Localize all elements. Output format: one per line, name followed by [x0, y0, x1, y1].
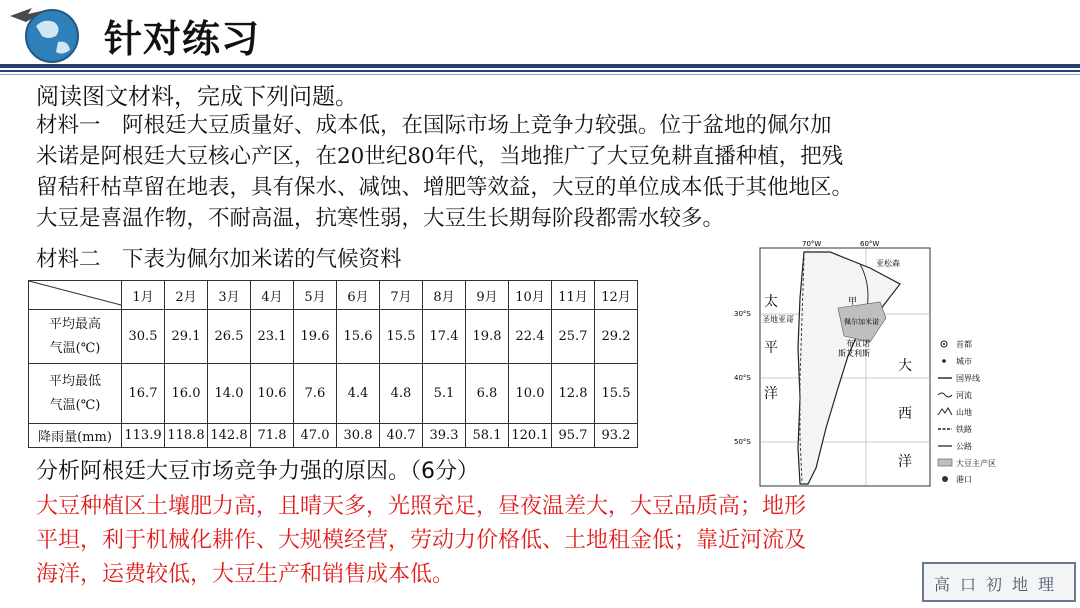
table-cell: 4.4: [337, 364, 380, 424]
table-cell: 6.8: [466, 364, 509, 424]
answer-text: [36, 490, 1016, 592]
table-cell: 120.1: [509, 424, 552, 448]
answer-line: 大豆种植区土壤肥力高，且晴天多，光照充足，昼夜温差大，大豆品质高；地形: [36, 494, 807, 519]
ocean-label: 洋: [764, 386, 778, 402]
climate-table: [28, 280, 638, 448]
material-line: 材料一 阿根廷大豆质量好、成本低，在国际市场上竞争力较强。位于盆地的佩尔加: [36, 113, 832, 138]
lat-label: 40°S: [734, 374, 751, 382]
header-rule: [0, 64, 1080, 68]
table-cell: 19.8: [466, 310, 509, 364]
stamp-text: 高口初地理: [934, 575, 1065, 594]
legend-label: 城市: [956, 357, 972, 366]
table-cell: 10.6: [251, 364, 294, 424]
corner-cell: [29, 281, 122, 310]
table-cell: 71.8: [251, 424, 294, 448]
answer-line: 海洋，运费较低，大豆生产和销售成本低。: [36, 562, 455, 587]
material-line: 留秸秆枯草留在地表，具有保水、减蚀、增肥等效益，大豆的单位成本低于其他地区。: [36, 175, 854, 200]
table-cell: 5.1: [423, 364, 466, 424]
month-header: 12月: [595, 281, 638, 310]
material-line: 米诺是阿根廷大豆核心产区，在20世纪80年代，当地推广了大豆免耕直播种植，把残: [36, 144, 844, 169]
lon-label: 60°W: [860, 240, 880, 248]
table-cell: 118.8: [165, 424, 208, 448]
material-one: [36, 110, 1046, 234]
river-icon: [938, 393, 952, 397]
month-header: 10月: [509, 281, 552, 310]
row-label-line: 气温(℃): [49, 340, 101, 356]
legend-label: 山地: [956, 408, 972, 417]
table-cell: 58.1: [466, 424, 509, 448]
lon-label: 70°W: [802, 240, 822, 248]
row-label-line: 平均最低: [48, 373, 101, 389]
month-header: 7月: [380, 281, 423, 310]
header: [0, 0, 1080, 72]
mountain-icon: [938, 408, 952, 415]
answer-line: 平坦，利于机械化耕作、大规模经营，劳动力价格低、土地租金低；靠近河流及: [36, 528, 807, 553]
table-cell: 30.5: [122, 310, 165, 364]
legend-label: 国界线: [956, 374, 980, 383]
header-rule: [0, 70, 1080, 72]
month-header: 4月: [251, 281, 294, 310]
ocean-label: 西: [898, 406, 912, 422]
seal-stamp: [922, 562, 1076, 602]
place-label: 佩尔加米诺: [844, 318, 879, 326]
table-cell: 15.5: [380, 310, 423, 364]
month-header: 2月: [165, 281, 208, 310]
row-label: 降雨量(mm): [29, 424, 122, 448]
table-cell: 7.6: [294, 364, 337, 424]
month-header: 6月: [337, 281, 380, 310]
table-cell: 23.1: [251, 310, 294, 364]
table-cell: 19.6: [294, 310, 337, 364]
material-two-label: 材料二 下表为佩尔加米诺的气候资料: [36, 247, 402, 272]
ocean-label: 太: [764, 294, 778, 310]
row-label-line: 气温(℃): [49, 397, 101, 413]
table-cell: 95.7: [552, 424, 595, 448]
legend-label: 首都: [956, 340, 972, 349]
lat-label: 50°S: [734, 438, 751, 446]
question-text: 分析阿根廷大豆市场竞争力强的原因。（6分）: [36, 459, 479, 484]
table-cell: 16.7: [122, 364, 165, 424]
row-label: [29, 364, 122, 424]
ocean-label: 平: [764, 340, 778, 356]
table-row: [29, 364, 638, 424]
table-cell: 39.3: [423, 424, 466, 448]
table-cell: 10.0: [509, 364, 552, 424]
material-line: 大豆是喜温作物，不耐高温，抗寒性弱，大豆生长期每阶段都需水较多。: [36, 206, 725, 231]
table-cell: 26.5: [208, 310, 251, 364]
map-legend: [938, 339, 996, 484]
table-row: [29, 310, 638, 364]
table-cell: 113.9: [122, 424, 165, 448]
header-rule: [0, 74, 1080, 75]
place-label: 圣地亚哥: [762, 315, 794, 324]
capital-dot-icon: [943, 343, 945, 345]
city-icon: [942, 359, 946, 363]
table-cell: 29.1: [165, 310, 208, 364]
legend-label: 大豆主产区: [956, 459, 996, 468]
table-row: [29, 424, 638, 448]
table-cell: 47.0: [294, 424, 337, 448]
month-header: 5月: [294, 281, 337, 310]
table-cell: 14.0: [208, 364, 251, 424]
legend-label: 港口: [956, 475, 972, 484]
table-cell: 22.4: [509, 310, 552, 364]
port-icon: [942, 476, 948, 482]
month-header: 1月: [122, 281, 165, 310]
place-label: 布宜诺: [846, 339, 870, 348]
table-cell: 17.4: [423, 310, 466, 364]
lat-label: 30°S: [734, 310, 751, 318]
table-cell: 15.5: [595, 364, 638, 424]
place-label: 甲: [848, 297, 858, 307]
argentina-map: [734, 238, 1060, 488]
row-label: [29, 310, 122, 364]
table-cell: 30.8: [337, 424, 380, 448]
month-header: 11月: [552, 281, 595, 310]
table-cell: 4.8: [380, 364, 423, 424]
row-label-line: 平均最高: [48, 316, 101, 332]
ocean-label: 洋: [898, 454, 912, 470]
table-cell: 15.6: [337, 310, 380, 364]
legend-label: 铁路: [956, 425, 972, 434]
table-cell: 93.2: [595, 424, 638, 448]
diagonal-line: [29, 281, 121, 305]
place-label: 斯艾利斯: [838, 349, 870, 358]
globe-logo-icon: [6, 2, 90, 64]
table-cell: 142.8: [208, 424, 251, 448]
place-label: 亚松森: [876, 259, 900, 268]
table-cell: 12.8: [552, 364, 595, 424]
ocean-label: 大: [898, 358, 912, 374]
prompt-text: 阅读图文材料，完成下列问题。: [36, 84, 358, 110]
table-header-row: [29, 281, 638, 310]
month-header: 3月: [208, 281, 251, 310]
legend-label: 公路: [956, 442, 972, 451]
soybean-area-icon: [938, 459, 952, 466]
table-cell: 25.7: [552, 310, 595, 364]
page-title: 针对练习: [104, 17, 261, 61]
month-header: 9月: [466, 281, 509, 310]
table-cell: 29.2: [595, 310, 638, 364]
month-header: 8月: [423, 281, 466, 310]
table-cell: 16.0: [165, 364, 208, 424]
legend-label: 河流: [956, 391, 972, 400]
table-cell: 40.7: [380, 424, 423, 448]
